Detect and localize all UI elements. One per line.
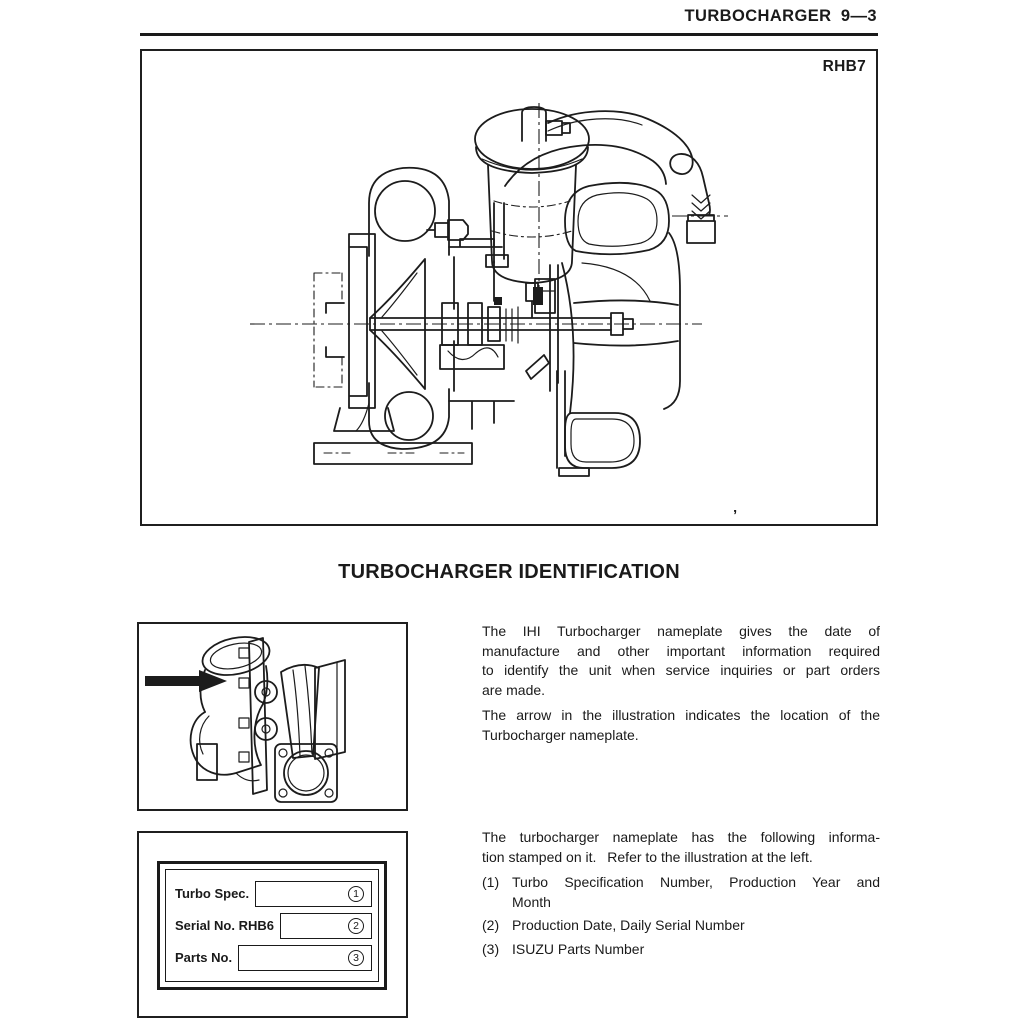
header-rule xyxy=(140,33,878,36)
item-marker: (1) xyxy=(482,874,500,890)
nameplate-info-item-2 xyxy=(482,916,880,936)
nameplate-info-item-1 xyxy=(482,873,880,912)
turbocharger-cutaway-drawing xyxy=(142,51,876,524)
scan-artifact-mark: ’ xyxy=(733,507,738,524)
circled-number-2: 2 xyxy=(348,918,364,934)
page-header-title: TURBOCHARGER 9—3 xyxy=(684,7,877,25)
section-title: TURBOCHARGER IDENTIFICATION xyxy=(338,561,680,583)
nameplate-label: Parts No. xyxy=(175,950,233,965)
nameplate-row-turbo-spec xyxy=(175,881,372,907)
nameplate-label: Turbo Spec. xyxy=(175,886,250,901)
item-text: Turbo Specification Number, Production Year and Month xyxy=(512,874,880,910)
nameplate-field-2 xyxy=(280,913,372,939)
turbocharger-side-view-drawing xyxy=(139,624,406,809)
identification-paragraph-1: The IHI Turbocharger nameplate gives the date of manufacture and other important information required to identify the unit when service inquiries or part orders are made. xyxy=(482,623,880,698)
circled-number-1: 1 xyxy=(348,886,364,902)
figure-model-label: RHB7 xyxy=(822,58,866,75)
identification-paragraph-2: The arrow in the illustration indicates the location of the Turbocharger nameplate. xyxy=(482,707,880,743)
item-text: Production Date, Daily Serial Number xyxy=(512,917,745,933)
nameplate-field-3 xyxy=(238,945,372,971)
identification-text xyxy=(482,622,880,751)
item-marker: (2) xyxy=(482,917,500,933)
nameplate-plate-inner xyxy=(165,869,379,982)
nameplate-label: Serial No. RHB6 xyxy=(175,918,274,933)
main-figure-box xyxy=(140,49,878,526)
item-text: ISUZU Parts Number xyxy=(512,940,645,957)
nameplate-row-serial-no xyxy=(175,913,372,939)
circled-number-3: 3 xyxy=(348,950,364,966)
nameplate-info-item-3 xyxy=(482,940,880,960)
nameplate-row-parts-no xyxy=(175,945,372,971)
nameplate-location-figure-box xyxy=(137,622,408,811)
item-marker: (3) xyxy=(482,940,500,957)
nameplate-plate xyxy=(157,861,387,990)
nameplate-info-text xyxy=(482,828,880,959)
nameplate-field-1 xyxy=(255,881,372,907)
nameplate-figure-box xyxy=(137,831,408,1018)
nameplate-intro-paragraph: The turbocharger nameplate has the following informa- tion stamped on it. Refer to the illustration at the left. xyxy=(482,829,880,865)
